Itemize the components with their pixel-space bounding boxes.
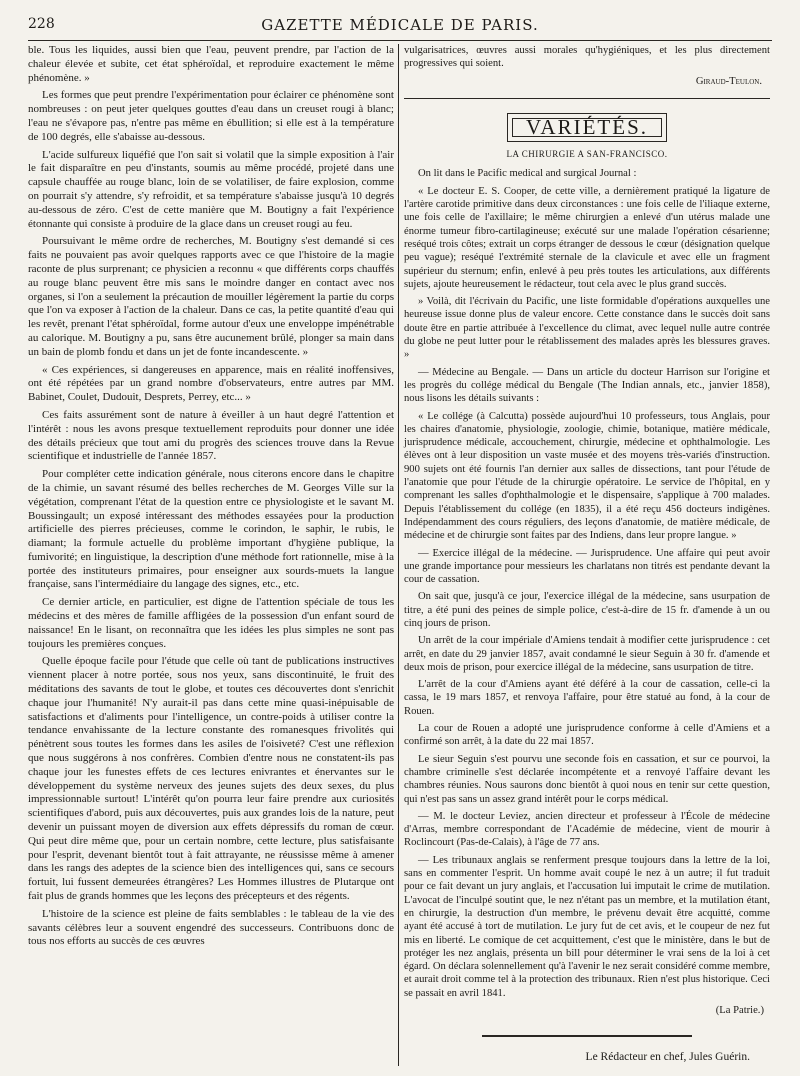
right-paragraph-6: — Exercice illégal de la médecine. — Jurisprudence. Une affaire qui peut avoir une grande importance pour messieurs les charlatans non titrés est pendante devant la cour de cassation. bbox=[404, 547, 770, 586]
column-divider bbox=[398, 44, 399, 1066]
right-paragraph-9: L'arrêt de la cour d'Amiens ayant été déféré à la cour de cassation, celle-ci la cassa, le 19 mars 1857, et renvoya l'affaire, pour être statué au fond, à la cour de Rouen. bbox=[404, 679, 770, 717]
closing-rule bbox=[482, 1035, 692, 1037]
left-paragraph-4: Poursuivant le même ordre de recherches, M. Boutigny s'est demandé si ces faits ne pouvaient pas avoir quelques rapports avec ce que l'histoire de la magie raconte de plus surprenant; ce physicien a reconnu « que différents corps chauffés au rouge blanc peuvent être mis sans le moindre danger en contact avec nos organes, si l'on a seulement la précaution de mouiller légèrement la partie du corps que l'on va exposer à l'action de la chaleur. Dans ce cas, la petite quantité d'eau qui les revêt, prenant l'état sphéroïdal, forme autour d'eux une enveloppe impénétrable au calorique. M. Boutigny a pu, sans être aucunement brûlé, plonger sa main dans un bain de plomb fondu et dans un jet de fonte incandescente. » bbox=[28, 235, 394, 358]
right-paragraph-11: Le sieur Seguin s'est pourvu une seconde fois en cassation, et sur ce pourvoi, la chambre criminelle s'est déclarée incompétente et a renvoyé l'affaire devant les chambres réunies. Nous saurons donc bientôt à quoi nous en tenir sur cette question, qui n'est pas sans un assez grand intérêt pour le corps médical. bbox=[404, 753, 770, 805]
left-paragraph-9: Quelle époque facile pour l'étude que celle où tant de publications instructives viennent placer à notre portée, sous nos yeux, sans discontinuité, le fruit des méditations des savants de tout le globe, et toutes ces découvertes dont s'enrichit chaque jour l'humanité! N'y aurait-il pas dans cette mine quasi-inépuisable de satisfactions et d'aliments pour l'intelligence, un contre-poids à utiliser contre la tendance envahissante de la lecture constante des romanesques frivolités qui pénètrent sous toutes les formes dans les asiles de l'oisiveté? C'est une réflexion que nous suggérons à nos confrères. Combien d'entre nous ne constatent-ils pas chaque jour les funestes effets de ces lectures enivrantes et énervantes sur le développement du système nerveux des jeunes sujets des deux sexes, du plus impressionnable surtout! L'intérêt qu'on pourra leur faire prendre aux curiosités scientifiques d'abord, puis aux découvertes, puis aux grandes lois de la nature, peut devenir un puissant moyen de diversion aux effets dépressifs du roman de cœur. Qui peut dire même que, pour un certain nombre, cette lecture, plus satisfaisante pour l'esprit, devenant bientôt tout à fait attrayante, ne réussisse même à amener dans les rangs des adeptes de la science bien des intelligences qui, sans ce secours fortuit, lui fussent demeurées étrangères? Les Hommes illustres de Plutarque ont fait plus de grands hommes que les leçons des précepteurs et des régents. bbox=[28, 655, 394, 903]
left-column bbox=[28, 44, 394, 953]
header-rule bbox=[28, 40, 772, 41]
right-paragraph-12: — M. le docteur Leviez, ancien directeur et professeur à l'École de médecine d'Arras, membre correspondant de l'Académie de médecine, vient de mourir à Roclincourt (Pas-de-Calais), à l'âge de 77 ans. bbox=[404, 810, 770, 849]
left-paragraph-8: Ce dernier article, en particulier, est digne de l'attention spéciale de tous les médecins et des mères de famille affligées de la possession d'un enfant sourd de naissance! En le lisant, on reconnaîtra que les idées les plus simples ne sont pas toujours les premières conçues. bbox=[28, 596, 394, 650]
source-signature: (La Patrie.) bbox=[715, 1005, 764, 1016]
left-paragraph-3: L'acide sulfureux liquéfié que l'on sait si volatil que la simple exposition à l'air le fait disparaître en peu d'instants, soumis au même procédé, projeté dans une capsule chauffée au rouge blanc, loin de se volatiliser, de faire explosion, comme on pourrait s'y attendre, s'y refroidit, et sa température s'abaisse jusqu'à 10 degrés au-dessous de zéro. C'est de cette manière que M. Boutigny a fait l'expérience étonnante qui consiste à produire de la glace dans un creuset rougi au feu. bbox=[28, 148, 394, 230]
journal-title: GAZETTE MÉDICALE DE PARIS. bbox=[261, 16, 539, 34]
right-paragraph-5: « Le collége (à Calcutta) possède aujourd'hui 10 professeurs, tous Anglais, pour les chaires d'anatomie, physiologie, zoologie, chimie, botanique, matière médicale, jurisprudence médicale, accouchement, chirurgie, médecine et ophthalmologie. Les élèves ont à leur disposition un vaste musée et des moyens très-variés d'instruction. 900 sujets ont été fournis l'an dernier aux salles de dissections, tant pour l'étude de l'anatomie que pour l'étude de la chirurgie opératoire. Le service de l'hôpital, en y comprenant les salles d'ophthalmologie et le dispensaire, s'applique à 700 malades. Depuis l'établissement du collége (en 1835), il a été reçu 456 docteurs indigènes. Indépendamment des cours réguliers, des leçons d'anatomie, de matière médicale, de médecine et de chirurgie sont faites par des Indiens, dans leur propre langue. » bbox=[404, 410, 770, 542]
left-paragraph-2: Les formes que peut prendre l'expérimentation pour éclairer ce phénomène sont nombreuses : on peut jeter quelques gouttes d'eau dans un creuset rougi à blanc; l'eau ne s'évapore pas, n'entre pas même en ébullition; si elle est à la température de 100 degrés, elle s'abaisse au-dessous. bbox=[28, 89, 394, 143]
page-number: 228 bbox=[28, 16, 55, 32]
left-paragraph-6: Ces faits assurément sont de nature à éveiller à un haut degré l'attention et l'intérêt : nous les avons presque textuellement reproduits pour donner une idée des détails précieux que tout ami du progrès des sciences trouve dans la Revue scientifique et industrielle de l'année 1857. bbox=[28, 408, 394, 463]
right-paragraph-3: » Voilà, dit l'écrivain du Pacific, une liste formidable d'opérations auxquelles une heureuse issue donne plus de valeur encore. Cette constance dans le succès doit sans doute être en partie attribuée à l'excellence du climat, avec lequel nulle autre contrée du globe ne peut lutter pour le rétablissement des malades après les blessures graves. » bbox=[404, 296, 770, 361]
right-paragraph-2: « Le docteur E. S. Cooper, de cette ville, a dernièrement pratiqué la ligature de l'artère carotide primitive dans deux circonstances : une fois celle de l'iliaque externe, une fois celle de l'axillaire; le même chirurgien a enlevé d'un utérus malade une énorme tumeur fibro-cartilagineuse; exécuté sur une malade l'opération césarienne; reséqué trois côtes; extrait un corps étranger de dessous le cœur (désignation quelque peu vague); reséqué l'extrémité sternale de la clavicule et avec elle un fragment supérieur du sternum; enfin, enlevé à peu près toutes les articulations, aux différents sujets, ajoute heureusement le rédacteur, tout cela avec le plus grand succès. bbox=[404, 185, 770, 290]
right-intro-paragraph: vulgarisatrices, œuvres aussi morales qu'hygiéniques, et les plus directement progressives qui soient. bbox=[404, 45, 770, 70]
right-paragraph-10: La cour de Rouen a adopté une jurisprudence conforme à celle d'Amiens et a confirmé son arrêt, à la date du 22 mai 1857. bbox=[404, 723, 770, 748]
right-paragraph-4: — Médecine au Bengale. — Dans un article du docteur Harrison sur l'origine et les progrès du collége médical du Bengale (The Indian annals, etc., janvier 1858), nous lisons les détails suivants : bbox=[404, 366, 770, 405]
right-paragraph-1: On lit dans le Pacific medical and surgical Journal : bbox=[418, 168, 637, 180]
right-paragraph-13: — Les tribunaux anglais se renferment presque toujours dans la lettre de la loi, sans en commenter l'esprit. Un homme avait coupé le nez à un autre; il fut traduit pour ce fait devant un jury anglais, et l'accusation lui imputait le crime de mutilation. L'avocat de l'inculpé soutint que, le nez n'étant pas un membre, et la mutilation étant, en chirurgie, la destruction d'un membre, le prévenu devait être acquitté, comme ayant été accusé à tort de mutilation. Le jury fut de cet avis, et le coupeur de nez fut mis en liberté. Le comique de cet acquittement, c'est que le ministère, dans le but de protéger les nez anglais, présenta un bill pour déterminer le vrai sens de la loi à cet égard. On déclara solennellement qu'à l'avenir le nez serait considéré comme membre, et aurait droit comme tel à la protection des tribunaux. Rien n'est plus historique. Ceci se passait en avril 1841. bbox=[404, 854, 770, 999]
section-separator bbox=[404, 98, 770, 99]
editor-in-chief-line: Le Rédacteur en chef, Jules Guérin. bbox=[585, 1051, 750, 1064]
article-subtitle: LA CHIRURGIE A SAN-FRANCISCO. bbox=[506, 149, 668, 160]
author-signature: Giraud-Teulon. bbox=[695, 75, 762, 87]
left-paragraph-10: L'histoire de la science est pleine de faits semblables : le tableau de la vie des savants célèbres leur a souvent engendré des successeurs. Contribuons donc de tous nos efforts au succès de ces œuvres bbox=[28, 907, 394, 948]
right-paragraph-7: On sait que, jusqu'à ce jour, l'exercice illégal de la médecine, sans usurpation de titre, a été puni des peines de simple police, c'est-à-dire de 15 fr. d'amende à un ou cinq jours de prison. bbox=[404, 591, 770, 629]
varietes-title-box bbox=[507, 113, 667, 142]
right-column bbox=[404, 44, 770, 1069]
page-header bbox=[28, 16, 772, 38]
right-paragraph-8: Un arrêt de la cour impériale d'Amiens tendait à modifier cette jurisprudence : cet arrêt, en date du 29 janvier 1857, avait condamné le sieur Seguin à 30 fr. d'amende et deux mois de prison, pour exercice illégal de la médecine, sans usurpation de titre. bbox=[404, 635, 770, 673]
left-paragraph-7: Pour compléter cette indication générale, nous citerons encore dans le chapitre de la chimie, un savant résumé des belles recherches de M. Georges Ville sur la végétation, comprenant l'état de la question entre ce physiologiste et le savant M. Boussingault; un exposé intéressant des méthodes essayées pour la production artificielle des pierres précieuses, comme le corindon, le saphir, le rubis, le diamant; la formule actuelle du problème important d'hygiène publique, la fumivorité; en linguistique, la description d'une méthode fort rationnelle, mise à la portée des instituteurs primaires, pour enseigner aux sourds-muets la langue française, sans l'intermédiaire du langage des signes, etc., etc. bbox=[28, 468, 394, 591]
left-paragraph-1: ble. Tous les liquides, aussi bien que l'eau, peuvent prendre, par l'action de la chaleur élevée et subite, cet état sphéroïdal, et reproduire exactement le même phénomène. » bbox=[28, 44, 394, 84]
left-paragraph-5: « Ces expériences, si dangereuses en apparence, mais en réalité inoffensives, ont été répétées par un grand nombre d'observateurs, entre autres par MM. Babinet, Coulet, Dudouit, Desprets, Perrey, etc... » bbox=[28, 363, 394, 404]
section-title: VARIÉTÉS. bbox=[512, 118, 662, 137]
